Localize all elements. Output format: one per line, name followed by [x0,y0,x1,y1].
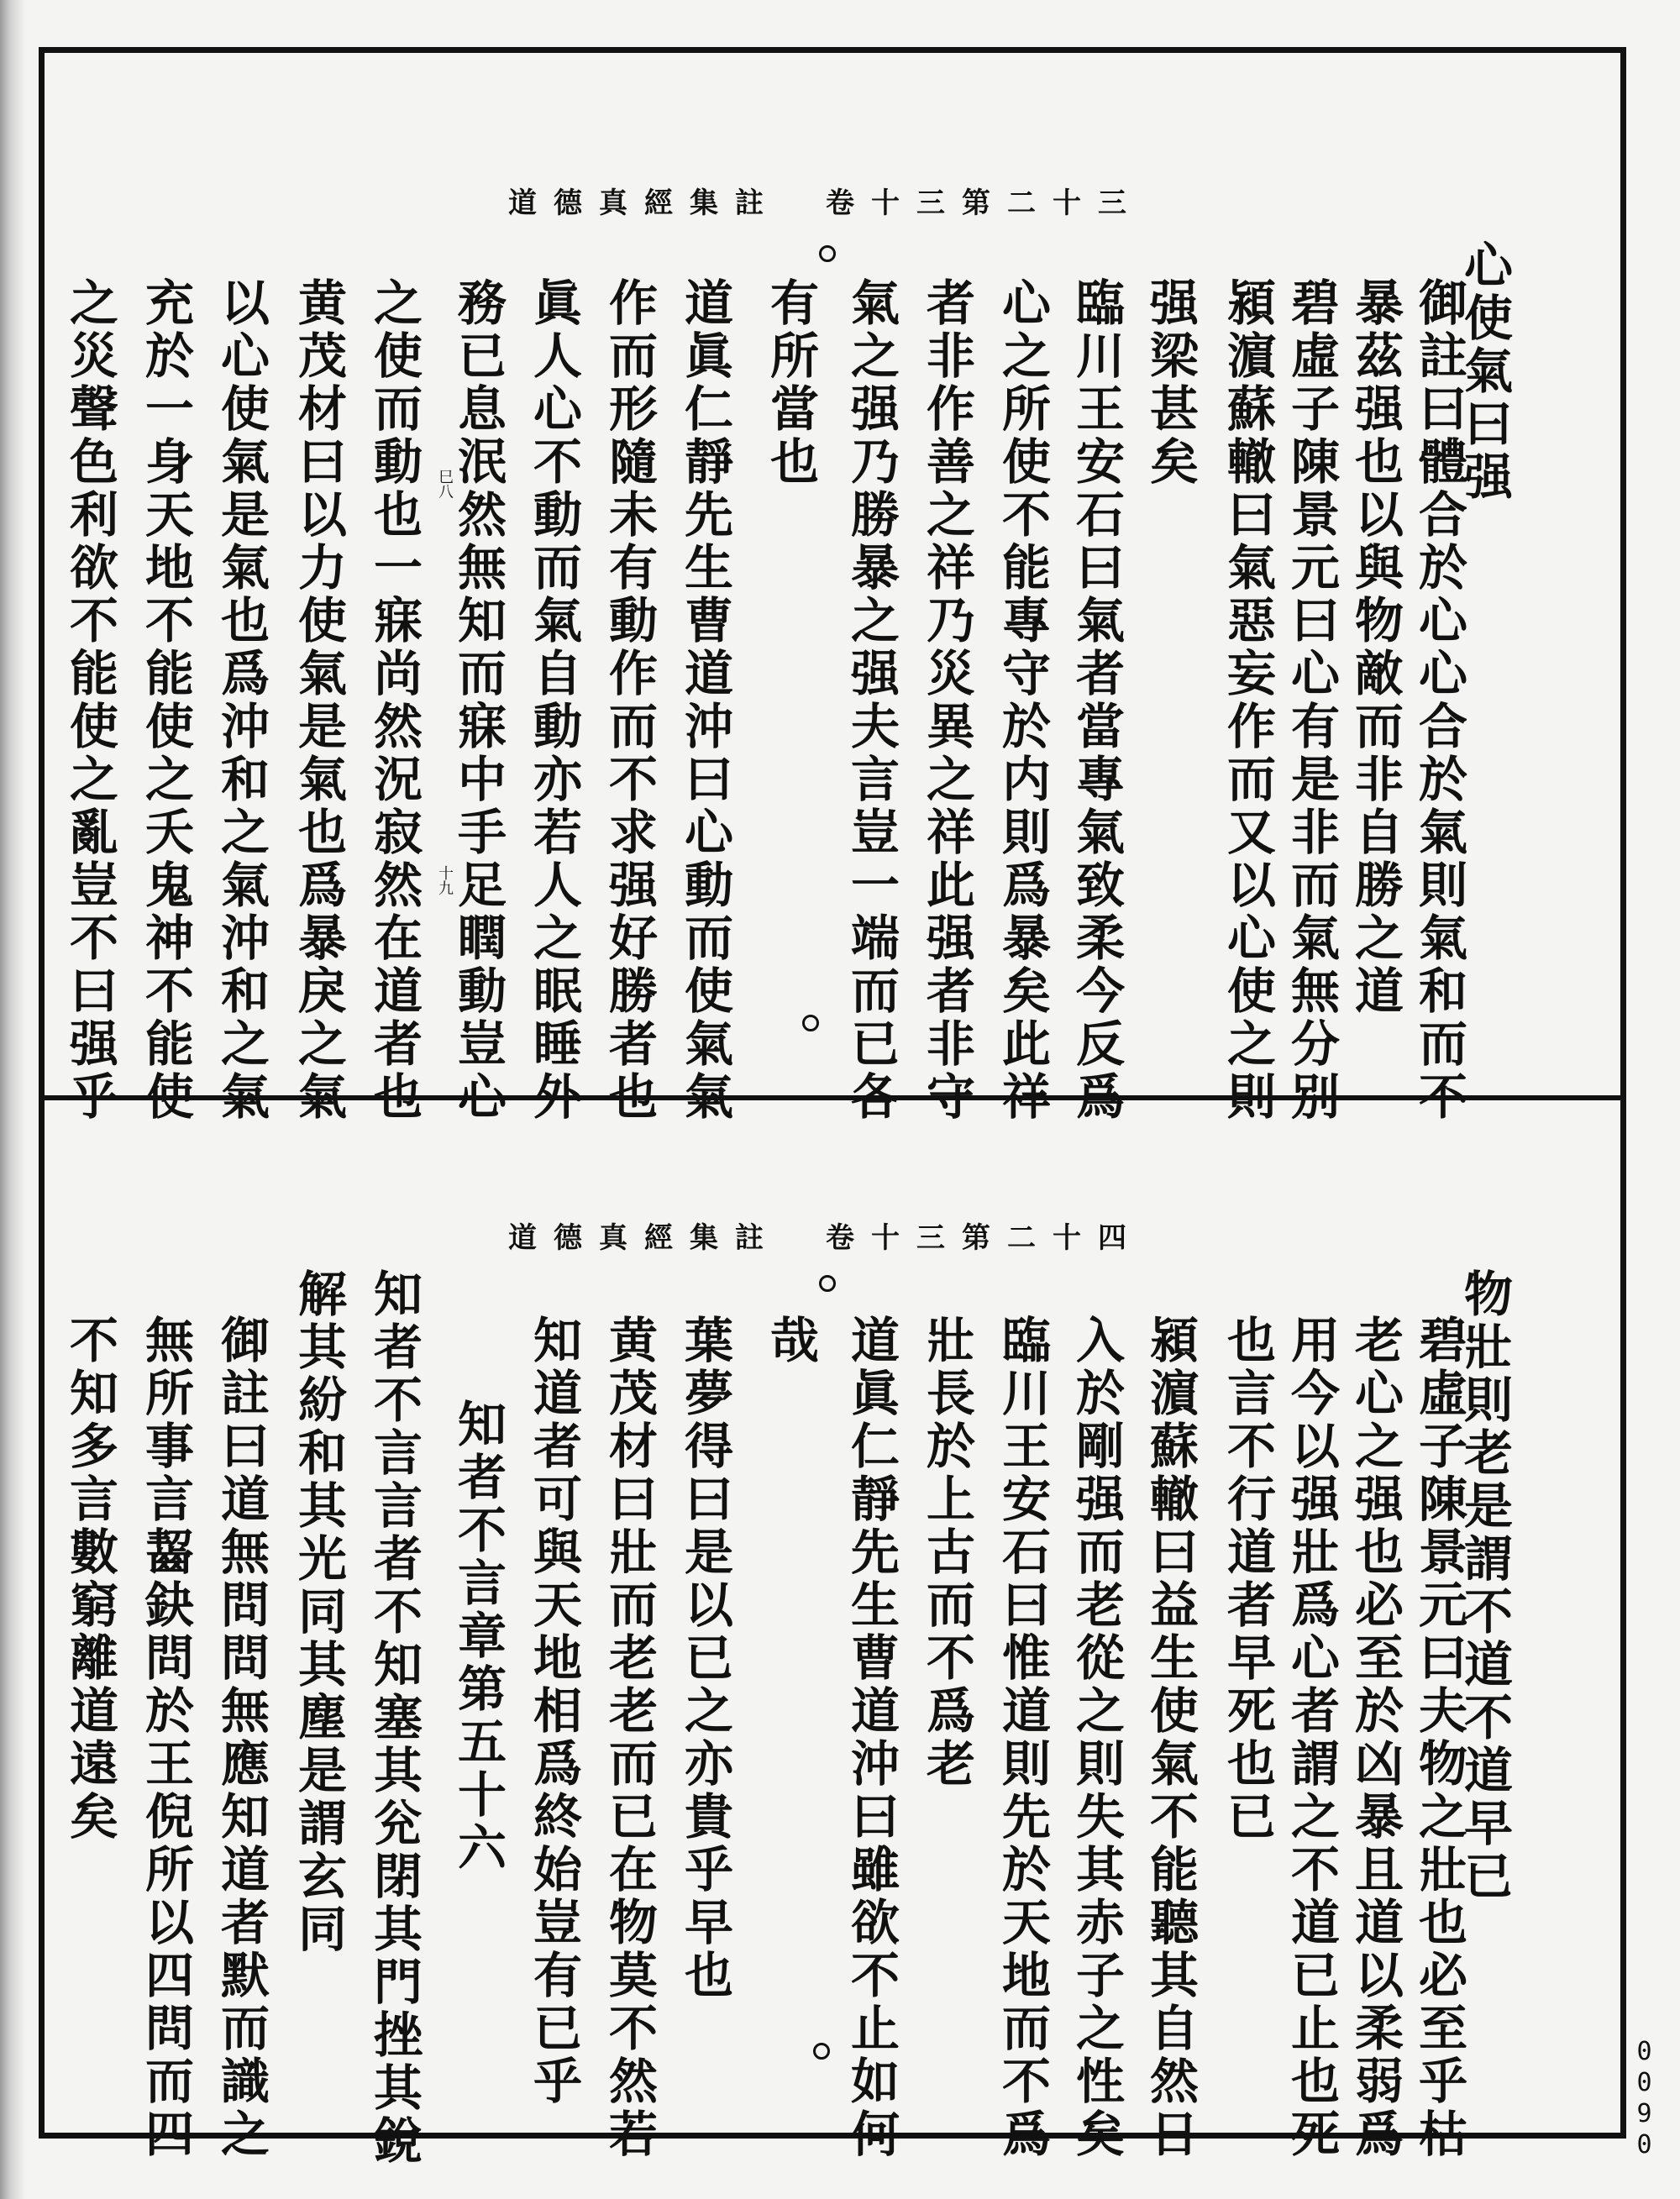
bottom-column-6: 潁濵蘇轍曰益生使氣不能聽其自然日 [1142,1315,1199,2161]
top-column-18: 以心使氣是氣也爲沖和之氣沖和之氣 [213,277,270,1124]
top-small-mark-2: 十九 [436,865,454,895]
top-small-mark-1: 巳八 [436,469,454,499]
top-column-20: 之災聲色利欲不能使之亂豈不曰强乎 [61,277,118,1124]
bottom-column-16: 知者不言言者不知塞其兊閉其門挫其銳 [365,1268,423,2168]
bottom-column-13: 黄茂材曰壯而老老而已在物莫不然若 [601,1315,658,2161]
bottom-column-7: 入於剛强而老從之則失其赤子之性矣 [1068,1315,1125,2161]
top-column-2: 御註曰體合於心心合於氣則氣和而不 [1410,277,1467,1124]
bottom-column-1: 物壯則老是謂不道不道早已 [1456,1268,1513,1903]
top-column-16: 之使而動也一寐尚然況寂然在道者也 [365,277,423,1124]
top-column-10: 氣之强乃勝暴之强夫言豈一端而已各 [843,277,900,1124]
bottom-column-5: 也言不行道者早死也已 [1219,1315,1276,1844]
top-column-12: 道眞仁靜先生曹道沖曰心動而使氣氣 [676,277,733,1124]
bottom-column-10: 道眞仁靜先生曹道沖曰雖欲不止如何 [843,1315,900,2161]
bottom-column-4: 用今以强壯爲心者謂之不道已止也死 [1283,1315,1340,2161]
top-column-7: 臨川王安石曰氣者當專氣致柔今反爲 [1068,277,1125,1124]
bottom-column-20: 不知多言數窮離道遠矣 [61,1315,118,1844]
half-divider [39,1095,1626,1100]
top-column-15: 務已息泯然無知而寐中手足瞤動豈心 [449,277,507,1124]
bottom-column-15: 知者不言章第五十六 [449,1399,507,1875]
scan-edge-shadow [0,0,25,2199]
bottom-column-14: 知道者可與天地相爲終始豈有已乎 [525,1315,582,2108]
bottom-column-8: 臨川王安石曰惟道則先於天地而不爲 [994,1315,1051,2161]
top-column-4: 碧虛子陳景元曰心有是非而氣無分别 [1283,277,1340,1124]
bottom-punctuation-circle-1 [819,1275,836,1292]
bottom-page-header: 道德真經集註 卷十三第二十四 [508,1221,1143,1255]
top-column-14: 眞人心不動而氣自動亦若人之眠睡外 [525,277,582,1124]
top-column-9: 者非作善之祥乃災異之祥此强者非守 [918,277,975,1124]
bottom-punctuation-circle-2 [813,2043,830,2060]
bottom-column-2: 碧虛子陳景元曰夫物之壯也必至乎枯 [1410,1315,1467,2161]
top-column-11: 有所當也 [762,277,819,489]
top-punctuation-circle-2 [802,1015,819,1031]
top-column-8: 心之所使不能專守於内則爲暴矣此祥 [994,277,1051,1124]
bottom-column-17: 解其紛和其光同其塵是謂玄同 [290,1268,347,1956]
bottom-column-19: 無所事言齧鈌問於王倪所以四問而四 [137,1315,194,2161]
bottom-column-3: 老心之强也必至於凶暴且道以柔弱爲 [1347,1315,1404,2161]
top-column-6: 强梁甚矣 [1142,277,1199,489]
bottom-column-18: 御註曰道無問問無應知道者默而識之 [213,1315,270,2161]
top-punctuation-circle-1 [819,245,836,262]
top-column-3: 暴茲强也以與物敵而非自勝之道 [1347,277,1404,1018]
page-number: 0090 [1630,2037,1659,2161]
bottom-column-11: 哉 [762,1315,819,1367]
top-column-1: 心使氣曰强 [1456,239,1513,504]
bottom-column-9: 壯長於上古而不爲老 [918,1315,975,1791]
top-page-header: 道德真經集註 卷十三第二十三 [508,186,1143,220]
top-column-17: 黄茂材曰以力使氣是氣也爲暴戾之氣 [290,277,347,1124]
top-column-19: 充於一身天地不能使之夭鬼神不能使 [137,277,194,1124]
top-column-5: 潁濵蘇轍曰氣惡妄作而又以心使之則 [1219,277,1276,1124]
bottom-column-12: 葉夢得曰是以已之亦貴乎早也 [676,1315,733,2002]
top-column-13: 作而形隨未有動作而不求强好勝者也 [601,277,658,1124]
